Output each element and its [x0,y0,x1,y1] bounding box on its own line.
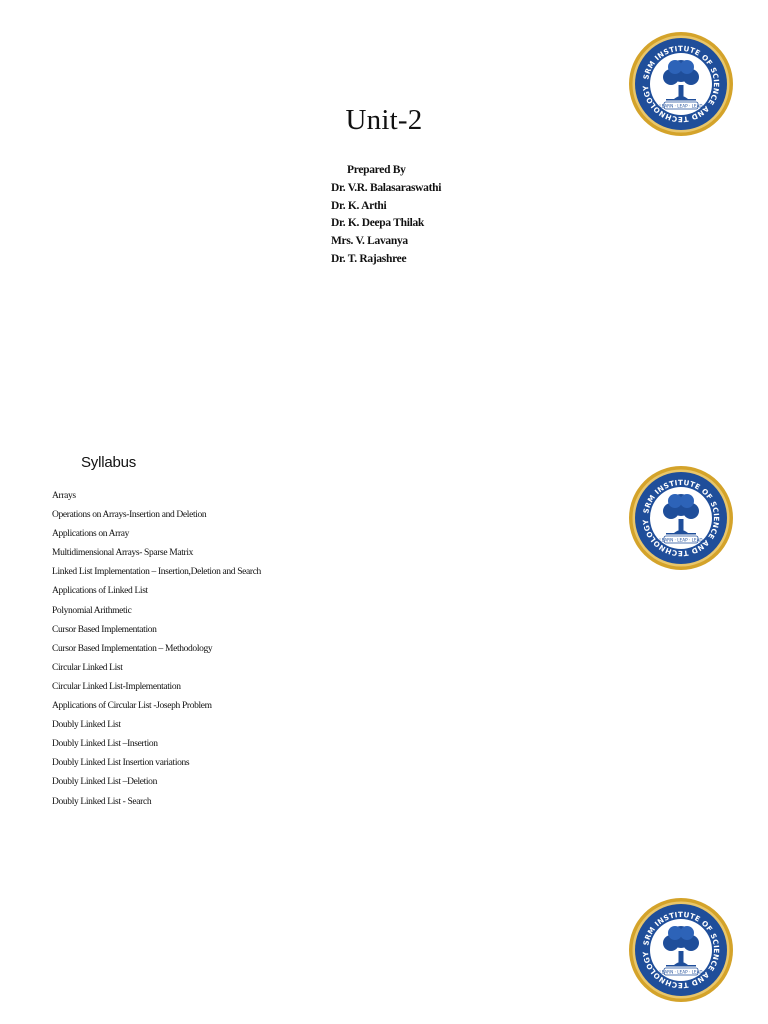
author-name: Dr. K. Deepa Thilak [331,217,425,230]
syllabus-topic: Applications of Circular List -Joseph Problem [52,701,212,712]
syllabus-topic: Polynomial Arithmetic [52,605,132,616]
syllabus-topic-list [52,487,261,812]
syllabus-topic: Linked List Implementation – Insertion,Deletion and Search [52,567,261,578]
title-slide [0,0,768,420]
syllabus-topic: Circular Linked List [52,662,123,673]
syllabus-topic: Doubly Linked List –Deletion [52,777,157,788]
prepared-by-block [331,162,441,269]
syllabus-topic: Applications of Linked List [52,586,148,597]
next-slide-partial [0,880,768,1024]
institute-seal-logo [628,465,734,571]
syllabus-topic: Operations on Arrays-Insertion and Deletion [52,510,207,521]
syllabus-topic: Applications on Array [52,529,130,540]
syllabus-topic: Doubly Linked List - Search [52,796,152,807]
syllabus-topic: Cursor Based Implementation [52,624,157,635]
author-name: Dr. K. Arthi [331,199,387,212]
unit-title: Unit-2 [345,104,423,136]
syllabus-topic: Arrays [52,491,76,501]
author-name: Mrs. V. Lavanya [331,235,408,248]
syllabus-heading: Syllabus [81,454,137,471]
prepared-by-heading: Prepared By [347,164,406,176]
syllabus-topic: Doubly Linked List Insertion variations [52,758,190,769]
syllabus-topic: Doubly Linked List [52,720,121,731]
institute-seal-logo [628,897,734,1003]
syllabus-slide [0,440,768,860]
syllabus-topic: Doubly Linked List –Insertion [52,739,158,750]
author-name: Dr. T. Rajashree [331,252,407,265]
author-name: Dr. V.R. Balasaraswathi [331,181,442,194]
syllabus-topic: Cursor Based Implementation – Methodology [52,643,213,654]
syllabus-topic: Multidimensional Arrays- Sparse Matrix [52,548,194,559]
syllabus-topic: Circular Linked List-Implementation [52,681,181,692]
